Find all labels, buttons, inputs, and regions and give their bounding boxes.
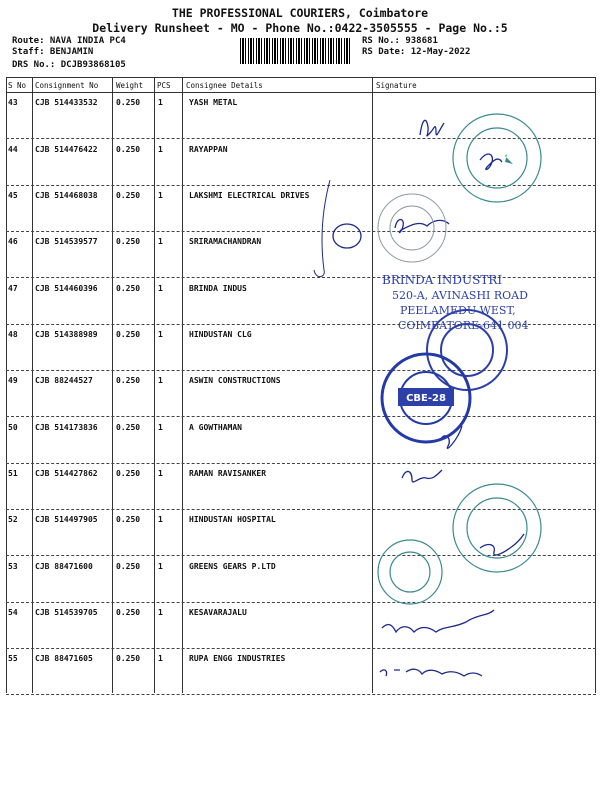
document-title: THE PROFESSIONAL COURIERS, Coimbatore [171,6,429,20]
col-header-consignee: Consignee Details [186,81,263,90]
serial-number: 46 [8,237,18,246]
greens-gears-stamp [378,540,442,604]
aswin-constructions-stamp [382,354,470,442]
hospital-stamp [453,484,541,572]
col-header-signature: Signature [376,81,417,90]
signature-44 [480,154,502,169]
signature-46 [395,220,449,233]
svg-text:CBE-28: CBE-28 [406,393,446,404]
consignee-name: RAYAPPAN [189,145,228,154]
star-icon [505,154,513,164]
col-header-pcs: PCS [157,81,171,90]
signature-52 [480,534,524,555]
svg-text:COIMBATORE-641 004: COIMBATORE-641 004 [398,319,529,332]
signature-mark-45 [314,180,330,277]
weight-cell: 0.250 [116,608,141,617]
pcs-cell: 1 [158,469,163,478]
consignee-name: KESAVARAJALU [189,608,247,617]
serial-number: 54 [8,608,18,617]
svg-text:520-A, AVINASHI ROAD: 520-A, AVINASHI ROAD [392,289,528,302]
pcs-cell: 1 [158,98,163,107]
pcs-cell: 1 [158,237,163,246]
pcs-cell: 1 [158,191,163,200]
consignment-number: CJB 514539705 [35,608,98,617]
serial-number: 48 [8,330,18,339]
document-subtitle: Delivery Runsheet - MO - Phone No.:0422-3505555 - Page No.:5 [92,21,508,35]
drs-number: DRS No.: DCJB93868105 [12,60,126,70]
consignee-name: SRIRAMACHANDRAN [189,237,262,246]
pcs-cell: 1 [158,562,163,571]
consignment-number: CJB 514388989 [35,330,98,339]
consignee-name: HINDUSTAN CLG [189,330,252,339]
weight-cell: 0.250 [116,145,141,154]
weight-cell: 0.250 [116,423,141,432]
pcs-cell: 1 [158,145,163,154]
signature-43 [420,120,444,136]
consignment-number: CJB 514427862 [35,469,98,478]
weight-cell: 0.250 [116,237,141,246]
consignee-name: RAMAN RAVISANKER [189,469,267,478]
signature-55 [380,669,482,676]
round-stamp-46 [378,194,446,262]
serial-number: 50 [8,423,18,432]
consignee-name: HINDUSTAN HOSPITAL [189,515,276,524]
svg-text:BRINDA INDUSTRI: BRINDA INDUSTRI [382,273,503,287]
consignee-name: YASH METAL [189,98,238,107]
consignee-name: RUPA ENGG INDUSTRIES [189,654,286,663]
consignment-number: CJB 514468038 [35,191,98,200]
consignment-number: CJB 514476422 [35,145,98,154]
serial-number: 43 [8,98,18,107]
serial-number: 44 [8,145,18,154]
consignment-number: CJB 88244527 [35,376,93,385]
pcs-cell: 1 [158,654,163,663]
consignee-name: ASWIN CONSTRUCTIONS [189,376,281,385]
rs-number: RS No.: 938681 [362,36,438,46]
pcs-cell: 1 [158,608,163,617]
consignment-number: CJB 88471605 [35,654,93,663]
weight-cell: 0.250 [116,654,141,663]
serial-number: 51 [8,469,18,478]
svg-text:PEELAMEDU WEST,: PEELAMEDU WEST, [400,304,516,317]
pcs-cell: 1 [158,376,163,385]
consignment-number: CJB 514460396 [35,284,98,293]
weight-cell: 0.250 [116,330,141,339]
serial-number: 55 [8,654,18,663]
consignee-name: A GOWTHAMAN [189,423,242,432]
consignee-name: GREENS GEARS P.LTD [189,562,276,571]
signature-54 [382,610,494,632]
circled-mark [333,224,361,248]
signature-51 [402,470,442,482]
consignment-number: CJB 88471600 [35,562,93,571]
serial-number: 45 [8,191,18,200]
weight-cell: 0.250 [116,376,141,385]
serial-number: 47 [8,284,18,293]
serial-number: 53 [8,562,18,571]
pcs-cell: 1 [158,284,163,293]
weight-cell: 0.250 [116,515,141,524]
consignment-number: CJB 514433532 [35,98,98,107]
cag-stamp [453,114,541,202]
serial-number: 52 [8,515,18,524]
weight-cell: 0.250 [116,98,141,107]
weight-cell: 0.250 [116,469,141,478]
pcs-cell: 1 [158,330,163,339]
weight-cell: 0.250 [116,191,141,200]
col-header-consignment: Consignment No [35,81,99,90]
weight-cell: 0.250 [116,562,141,571]
route-label: Route: NAVA INDIA PC4 [12,36,126,46]
col-header-weight: Weight [116,81,144,90]
weight-cell: 0.250 [116,284,141,293]
consignment-number: CJB 514539577 [35,237,98,246]
brinda-stamp [382,273,529,332]
consignment-number: CJB 514173836 [35,423,98,432]
pcs-cell: 1 [158,423,163,432]
consignment-number: CJB 514497905 [35,515,98,524]
pcs-cell: 1 [158,515,163,524]
serial-number: 49 [8,376,18,385]
staff-label: Staff: BENJAMIN [12,47,94,57]
consignee-name: BRINDA INDUS [189,284,247,293]
consignee-name: LAKSHMI ELECTRICAL DRIVES [189,191,310,200]
col-header-sno: S No [8,81,27,90]
rs-date: RS Date: 12-May-2022 [362,47,471,57]
